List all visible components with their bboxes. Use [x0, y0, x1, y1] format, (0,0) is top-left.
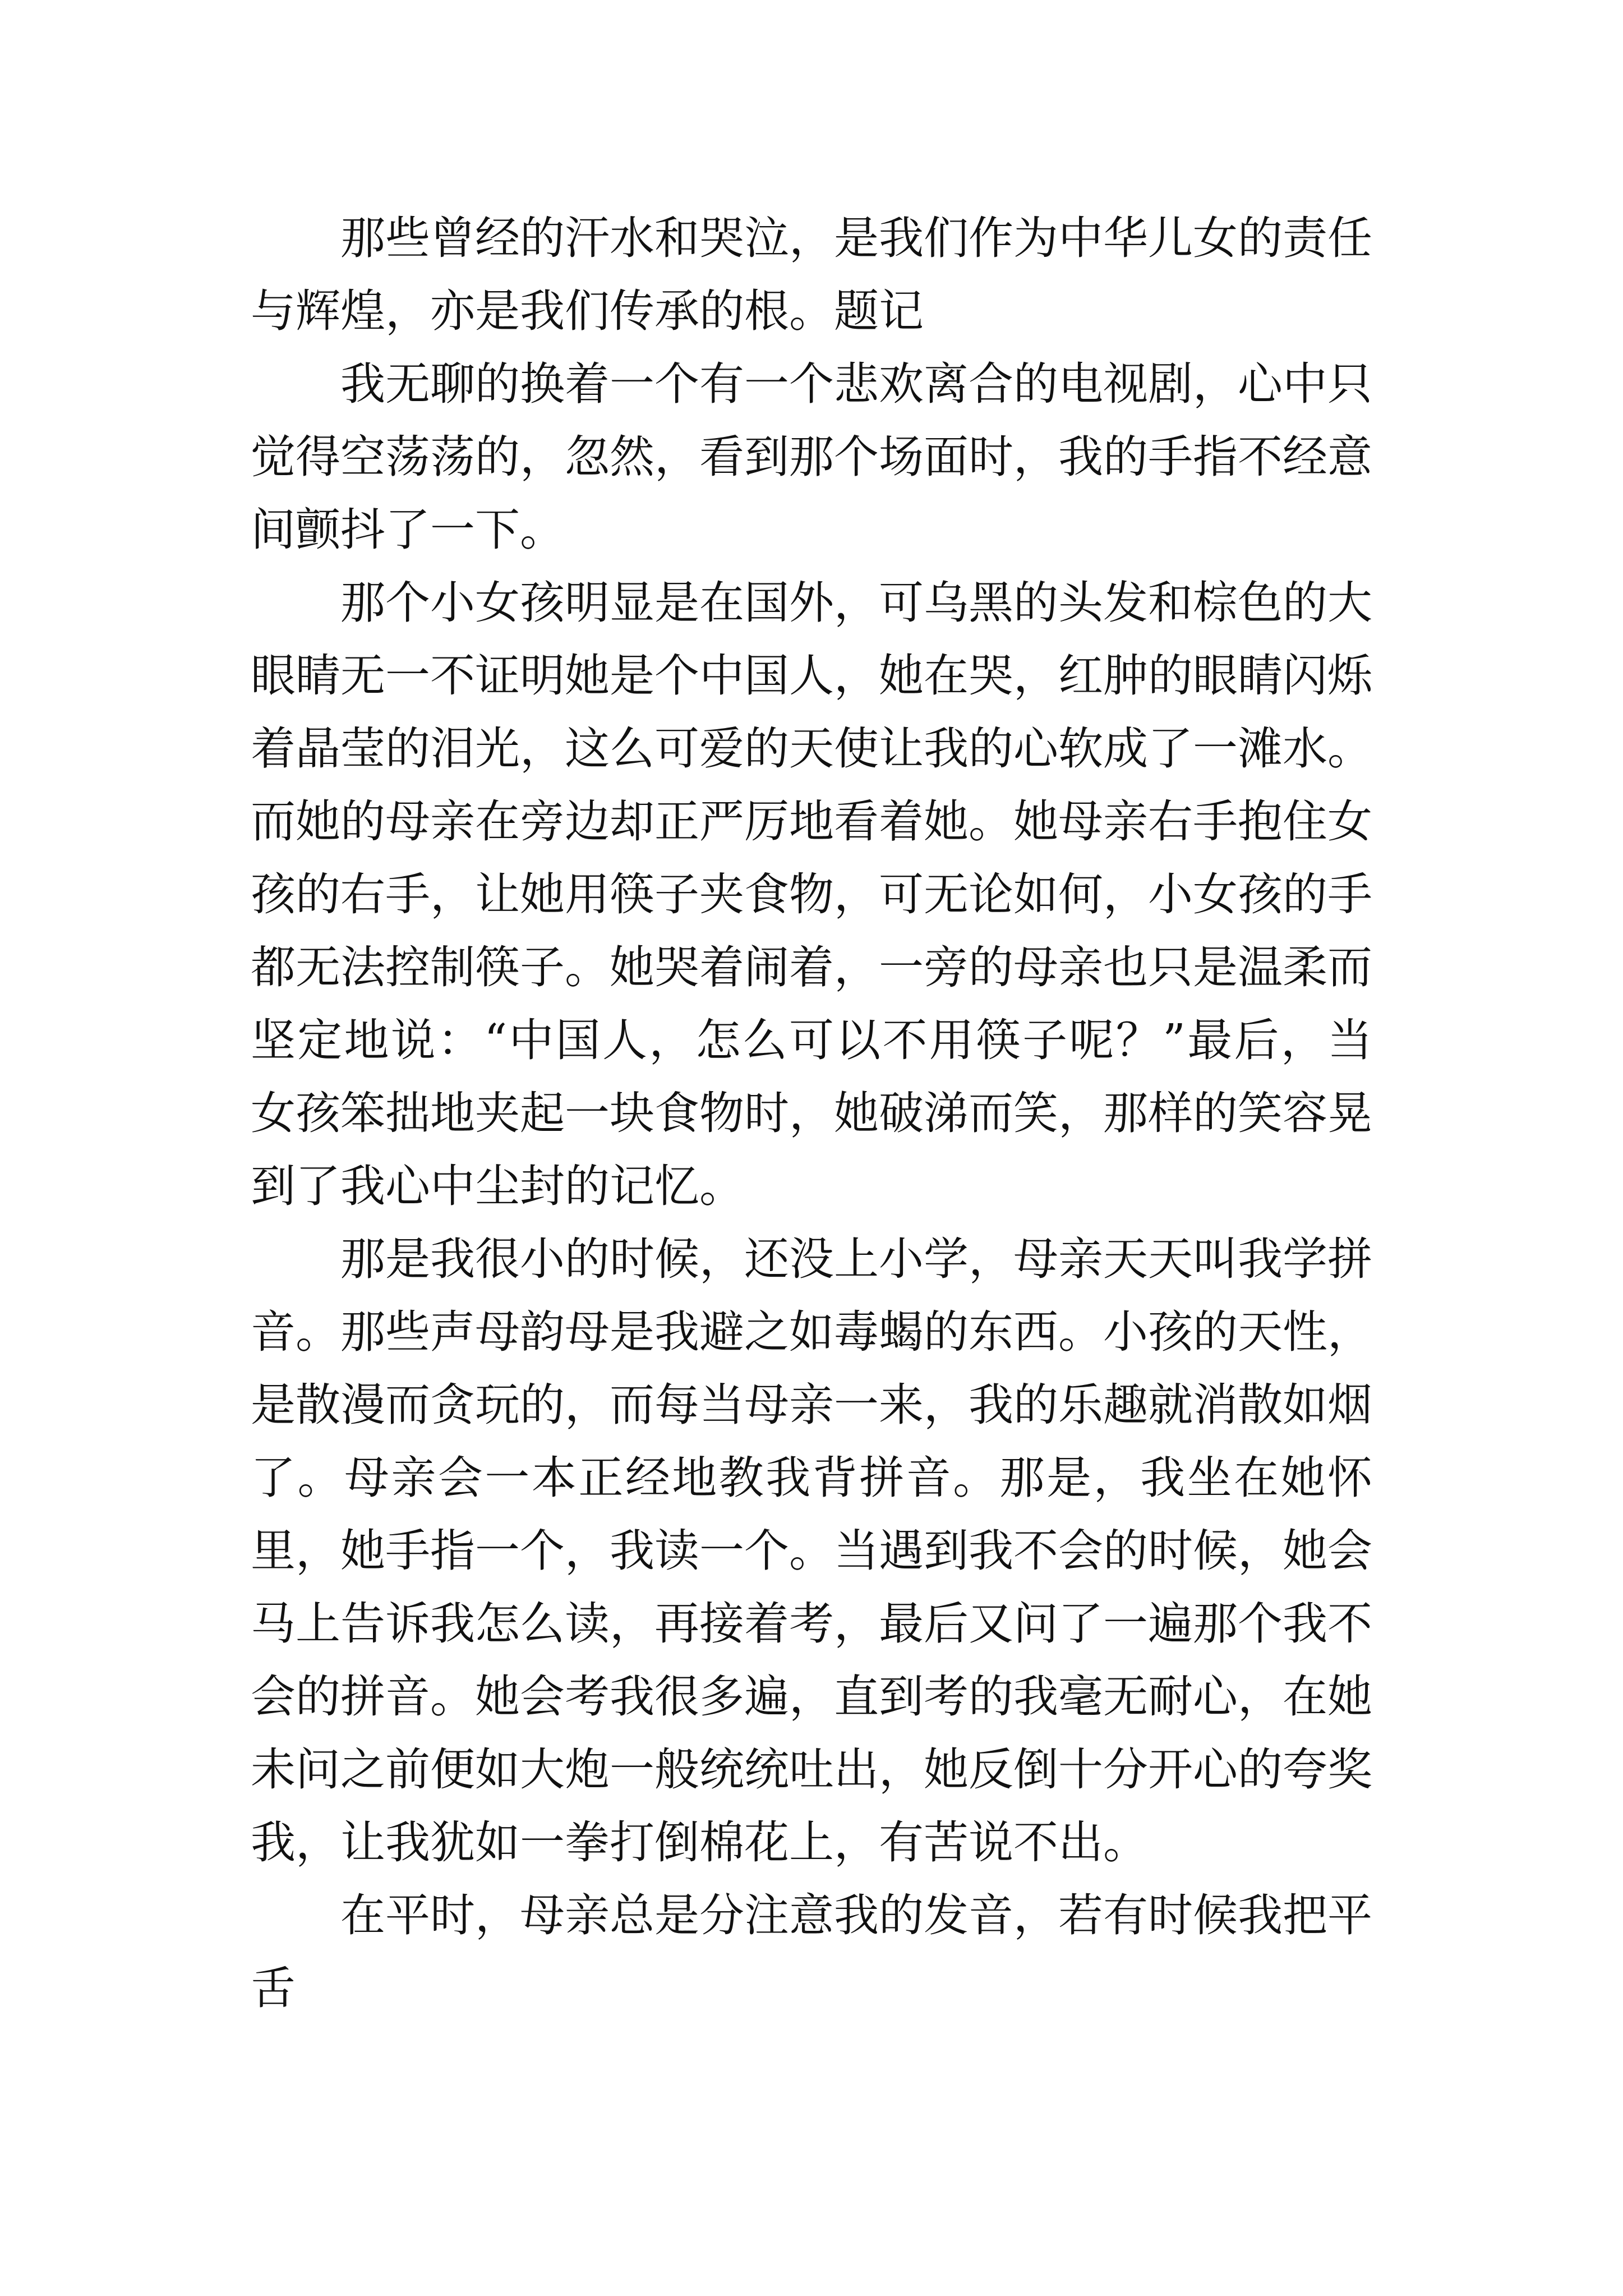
- paragraph-little-girl: 那个小女孩明显是在国外，可乌黑的头发和棕色的大眼睛无一不证明她是个中国人，她在哭，红肿的眼睛闪烁着晶莹的泪光，这么可爱的天使让我的心软成了一滩水。而她的母亲在旁边却正严厉地看着她。她母亲右手抱住女孩的右手，让她用筷子夹食物，可无论如何，小女孩的手都无法控制筷子。她哭着闹着，一旁的母亲也只是温柔而坚定地说：“中国人，怎么可以不用筷子呢？”最后，当女孩笨拙地夹起一块食物时，她破涕而笑，那样的笑容晃到了我心中尘封的记忆。: [251, 577, 1372, 1212]
- paragraph-epigraph: 那些曾经的汗水和哭泣，是我们作为中华儿女的责任与辉煌，亦是我们传承的根。题记: [251, 212, 1372, 337]
- paragraph-pronunciation: 在平时，母亲总是分注意我的发音，若有时候我把平舌: [251, 1889, 1372, 2014]
- paragraph-childhood-pinyin: 那是我很小的时候，还没上小学，母亲天天叫我学拼音。那些声母韵母是我避之如毒蝎的东西。小孩的天性，是散漫而贪玩的，而每当母亲一来，我的乐趣就消散如烟了。母亲会一本正经地教我背拼音。那是，我坐在她怀里，她手指一个，我读一个。当遇到我不会的时候，她会马上告诉我怎么读，再接着考，最后又问了一遍那个我不会的拼音。她会考我很多遍，直到考的我毫无耐心，在她未问之前便如大炮一般统统吐出，她反倒十分开心的夸奖我，让我犹如一拳打倒棉花上，有苦说不出。: [251, 1233, 1372, 1869]
- paragraph-tv-scene: 我无聊的换着一个有一个悲欢离合的电视剧，心中只觉得空荡荡的，忽然，看到那个场面时，我的手指不经意间颤抖了一下。: [251, 358, 1372, 556]
- article-body: [251, 202, 1372, 2025]
